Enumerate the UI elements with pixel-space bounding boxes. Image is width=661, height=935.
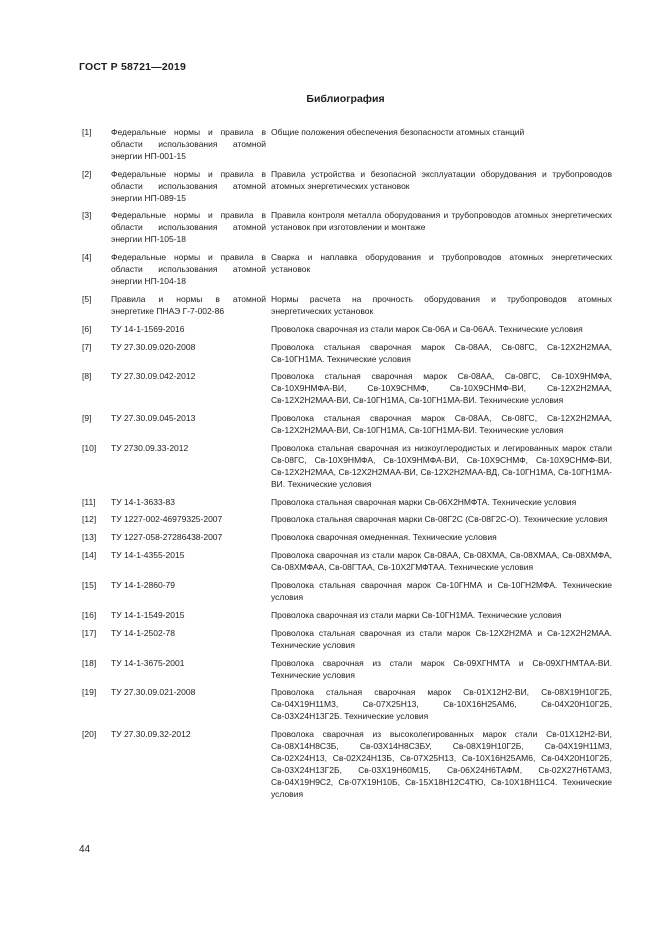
reference-source: ТУ 27.30.09.32-2012: [111, 729, 191, 740]
reference-title: Проволока стальная сварочная марок Св-10ГНМА и Св-10ГН2МФА. Технические условия: [271, 580, 612, 602]
reference-item: [82, 687, 612, 723]
reference-title: Проволока стальная сварочная из низкоуглеродистых и легированных марок стали Св-08ГС, Св-10Х9НМФА, Св-10Х9НМФА-ВИ, Св-10Х9СНМФ, Св-10Х9СНМФ-ВИ, Св-12Х2Н2МАА, Св-12Х2Н2МАА-ВИ, Св-12Х2Н2МАА-ВД, Св-10ГН1МА, Св-10ГН1МА-ВИ. Технические условия: [271, 442, 612, 489]
reference-item: [82, 324, 612, 336]
reference-title: Проволока стальная сварочная марки Св-06Х2НМФТА. Технические условия: [271, 496, 577, 507]
reference-number: [9]: [82, 413, 92, 424]
reference-title: Проволока сварочная омедненная. Технические условия: [271, 532, 497, 543]
reference-source: Федеральные нормы и правила в области использования атомной энергии НП-001-15: [111, 127, 266, 161]
reference-title: Проволока стальная сварочная из стали марок Св-12Х2Н2МА и Св-12Х2Н2МАА. Технические условия: [271, 627, 612, 650]
reference-item: [82, 294, 612, 318]
reference-item: [82, 443, 612, 491]
reference-title: Проволока стальная сварочная марок Св-08АА, Св-08ГС, Св-12Х2Н2МАА, Св-12Х2Н2МАА-ВИ, Св-10ГН1МА, Св-10ГН1МА-ВИ. Технические условия: [271, 413, 612, 436]
page-number: 44: [79, 844, 91, 855]
reference-title: Проволока стальная сварочная марок Св-08АА, Св-08ГС, Св-12Х2Н2МАА, Св-10ГН1МА. Технические условия: [271, 341, 612, 364]
reference-item: [82, 610, 612, 622]
reference-source: Правила и нормы в атомной энергетике ПНАЭ Г-7-002-86: [111, 293, 266, 316]
reference-item: [82, 169, 612, 205]
reference-source: Федеральные нормы и правила в области использования атомной энергии НП-089-15: [111, 168, 266, 203]
reference-title: Нормы расчета на прочность оборудования и трубопроводов атомных энергетических установок: [271, 293, 612, 316]
reference-title: Проволока стальная сварочная марок Св-08АА, Св-08ГС, Св-10Х9НМФА, Св-10Х9НМФА-ВИ, Св-10Х9СНМФ, Св-10Х9СНМФ-ВИ, Св-12Х2Н2МАА, Св-12Х2Н2МАА-ВИ, Св-10ГН1МА, Св-10ГН1МА-ВИ. Технические условия: [271, 371, 612, 406]
reference-number: [2]: [82, 168, 92, 179]
reference-number: [1]: [82, 127, 92, 137]
document-header: ГОСТ Р 58721—2019: [79, 61, 187, 73]
reference-number: [3]: [82, 210, 92, 221]
reference-item: [82, 127, 612, 163]
reference-item: [82, 210, 612, 246]
reference-title: Правила контроля металла оборудования и трубопроводов атомных энергетических установок при изготовлении и монтаже: [271, 210, 612, 233]
reference-item: [82, 729, 612, 800]
reference-number: [13]: [82, 532, 97, 543]
reference-source: ТУ 14-1-3675-2001: [111, 657, 185, 668]
reference-source: Федеральные нормы и правила в области использования атомной энергии НП-105-18: [111, 210, 266, 245]
reference-source: ТУ 14-1-4355-2015: [111, 550, 185, 561]
reference-title: Правила устройства и безопасной эксплуатации оборудования и трубопроводов атомных энергетических установок: [271, 168, 612, 191]
reference-number: [8]: [82, 371, 92, 382]
reference-number: [19]: [82, 687, 97, 698]
reference-item: [82, 413, 612, 437]
reference-item: [82, 497, 612, 509]
reference-number: [12]: [82, 514, 97, 525]
reference-title: Проволока сварочная из высоколегированных марок стали Св-01Х12Н2-ВИ, Св-08Х14Н8С3Б, Св-03Х14Н8С3БУ, Св-08Х19Н10Г2Б, Св-04Х19Н11М3, Св-02Х24Н13, Св-02Х24Н13Б, Св-07Х25Н13, Св-10Х16Н25АМ6, Св-04Х20Н10Г2Б, Св-03Х24Н13Г2Б, Св-03Х19Н60М15, Св-06Х24Н6ТАФМ, Св-02Х27Н6ТАМ3, Св-04Х19Н9С2, Св-07Х19Н10Б, Св-15Х18Н12С4ТЮ, Св-10Х18Н11С4. Технические условия: [271, 729, 612, 799]
reference-title: Проволока сварочная из стали марки Св-10ГН1МА. Технические условия: [271, 609, 562, 620]
reference-number: [20]: [82, 729, 97, 740]
reference-source: ТУ 27.30.09.020-2008: [111, 341, 196, 352]
reference-number: [16]: [82, 609, 97, 620]
bibliography-list: [82, 127, 612, 801]
reference-source: ТУ 14-1-2502-78: [111, 627, 175, 638]
reference-title: Проволока сварочная из стали марок Св-09ХГНМТА и Св-09ХГНМТАА-ВИ. Технические условия: [271, 657, 612, 680]
reference-item: [82, 580, 612, 604]
reference-item: [82, 371, 612, 407]
reference-item: [82, 658, 612, 682]
reference-number: [6]: [82, 323, 92, 334]
reference-title: Общие положения обеспечения безопасности атомных станций: [271, 127, 525, 137]
reference-title: Проволока стальная сварочная марок Св-01Х12Н2-ВИ, Св-08Х19Н10Г2Б, Св-04Х19Н11М3, Св-07Х25Н13, Св-10Х16Н25АМ6, Св-04Х20Н10Г2Б, Св-03Х24Н13Г2Б. Технические условия: [271, 687, 612, 722]
reference-number: [17]: [82, 627, 97, 638]
reference-title: Проволока стальная сварочная марки Св-08Г2С (Св-08Г2С-О). Технические условия: [271, 514, 608, 525]
reference-number: [7]: [82, 341, 92, 352]
reference-title: Сварка и наплавка оборудования и трубопроводов атомных энергетических установок: [271, 252, 612, 275]
reference-source: ТУ 14-1-1549-2015: [111, 609, 185, 620]
reference-source: ТУ 27.30.09.042-2012: [111, 371, 196, 382]
reference-number: [10]: [82, 442, 97, 453]
reference-source: ТУ 14-1-1569-2016: [111, 323, 185, 334]
reference-source: ТУ 14-1-2860-79: [111, 580, 175, 591]
reference-source: ТУ 1227-002-46979325-2007: [111, 514, 223, 525]
reference-item: [82, 628, 612, 652]
reference-item: [82, 550, 612, 574]
reference-number: [15]: [82, 580, 97, 591]
reference-source: ТУ 27.30.09.021-2008: [111, 687, 196, 698]
reference-item: [82, 252, 612, 288]
bibliography-title: Библиография: [306, 93, 385, 105]
reference-item: [82, 342, 612, 366]
reference-item: [82, 532, 612, 544]
reference-source: ТУ 2730.09.33-2012: [111, 442, 189, 453]
reference-source: ТУ 27.30.09.045-2013: [111, 413, 196, 424]
reference-number: [5]: [82, 293, 92, 304]
reference-item: [82, 514, 612, 526]
reference-title: Проволока сварочная из стали марок Св-06А и Св-06АА. Технические условия: [271, 323, 583, 334]
reference-source: Федеральные нормы и правила в области использования атомной энергии НП-104-18: [111, 252, 266, 286]
reference-number: [18]: [82, 657, 97, 668]
reference-number: [4]: [82, 252, 92, 263]
reference-title: Проволока сварочная из стали марок Св-08АА, Св-08ХМА, Св-08ХМАА, Св-08ХМФА, Св-08ХМФАА, Св-08ГТАА, Св-10Х2ГМФТАА. Технические условия: [271, 550, 612, 573]
reference-source: ТУ 14-1-3633-83: [111, 496, 175, 507]
reference-number: [14]: [82, 550, 97, 561]
reference-number: [11]: [82, 496, 96, 507]
reference-source: ТУ 1227-058-27286438-2007: [111, 532, 223, 543]
